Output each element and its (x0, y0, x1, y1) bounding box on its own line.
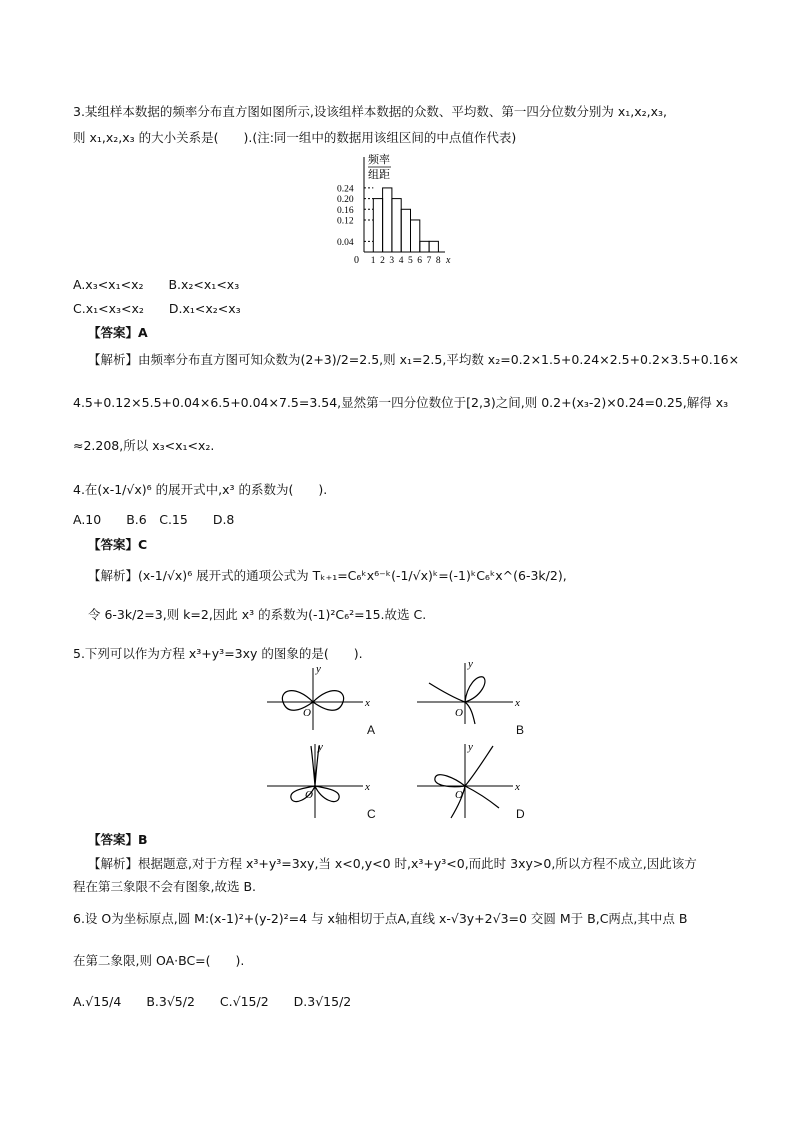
histogram-bar (420, 241, 429, 252)
graph-b (415, 655, 525, 725)
svg-text:x: x (515, 781, 520, 793)
histogram-ylabel-bottom: 组距 (368, 169, 390, 181)
histogram-origin: 0 (354, 255, 359, 266)
q3-analysis-line1: 【解析】由频率分布直方图可知众数为(2+3)/2=2.5,则 x₁=2.5,平均数 x₂=0.2×1.5+0.24×2.5+0.2×3.5+0.16× (88, 352, 740, 367)
histogram-ytick-label: 0.24 (337, 184, 354, 195)
svg-text:O: O (305, 789, 313, 801)
svg-text:x: x (365, 697, 370, 709)
svg-text:y: y (318, 741, 323, 753)
svg-text:x: x (365, 781, 370, 793)
q6-stem-line2: 在第二象限,则 OA·BC=( ). (73, 953, 245, 968)
svg-text:y: y (468, 658, 473, 670)
histogram-bar (429, 241, 438, 252)
q3-stem-line1: 3.某组样本数据的频率分布直方图如图所示,设该组样本数据的众数、平均数、第一四分位数分别为 x₁,x₂,x₃, (73, 104, 668, 119)
graph-a (265, 662, 375, 732)
svg-text:y: y (468, 741, 473, 753)
q3-answer: 【答案】A (88, 325, 148, 340)
q4-options: A.10 B.6 C.15 D.8 (73, 512, 235, 527)
q3-options-row1: A.x₃<x₁<x₂ B.x₂<x₁<x₃ (73, 277, 240, 292)
q4-answer: 【答案】C (88, 537, 148, 552)
q3-analysis-line3: ≈2.208,所以 x₃<x₁<x₂. (73, 438, 215, 453)
svg-text:O: O (455, 707, 463, 719)
histogram-xtick-label: 2 (380, 256, 385, 266)
graph-a-label: A (367, 723, 376, 737)
graph-b-label: B (516, 723, 525, 737)
histogram-xtick-label: 7 (426, 256, 432, 266)
graph-d-label: D (516, 807, 525, 821)
histogram-bar (392, 199, 401, 252)
q5-stem: 5.下列可以作为方程 x³+y³=3xy 的图象的是( ). (73, 646, 363, 661)
graph-d (415, 740, 525, 820)
histogram-bar (401, 209, 410, 252)
histogram-xtick-label: 6 (417, 256, 423, 266)
histogram-bar (373, 199, 382, 252)
histogram-xtick-label: 8 (435, 256, 441, 266)
q6-stem-line1: 6.设 O为坐标原点,圆 M:(x-1)²+(y-2)²=4 与 x轴相切于点A,直线 x-√3y+2√3=0 交圆 M于 B,C两点,其中点 B (73, 911, 688, 926)
graph-c-label: C (367, 807, 376, 821)
svg-text:y: y (316, 663, 321, 675)
q3-options-row2: C.x₁<x₃<x₂ D.x₁<x₂<x₃ (73, 301, 241, 316)
q4-analysis-line1: 【解析】(x-1/√x)⁶ 展开式的通项公式为 Tₖ₊₁=C₆ᵏx⁶⁻ᵏ(-1/√x)ᵏ=(-1)ᵏC₆ᵏx^(6-3k/2), (88, 568, 567, 583)
histogram-xlabel: x (446, 255, 451, 266)
histogram-ytick-label: 0.16 (337, 205, 354, 216)
svg-text:x: x (515, 697, 520, 709)
graph-c (265, 740, 375, 820)
histogram-ytick-label: 0.04 (337, 237, 354, 248)
histogram-xtick-label: 4 (398, 256, 404, 266)
histogram-ylabel-top: 频率 (368, 154, 390, 166)
histogram-xtick-label: 5 (408, 256, 413, 266)
histogram-ytick-label: 0.20 (337, 195, 354, 206)
q3-analysis-line2: 4.5+0.12×5.5+0.04×6.5+0.04×7.5=3.54,显然第一四分位数位于[2,3)之间,则 0.2+(x₃-2)×0.24=0.25,解得 x₃ (73, 395, 729, 410)
histogram-xtick-label: 3 (389, 256, 395, 266)
q4-stem: 4.在(x-1/√x)⁶ 的展开式中,x³ 的系数为( ). (73, 482, 328, 497)
svg-text:O: O (303, 707, 311, 719)
histogram-ytick-label: 0.12 (337, 216, 354, 227)
q5-analysis-line1: 【解析】根据题意,对于方程 x³+y³=3xy,当 x<0,y<0 时,x³+y³<0,而此时 3xy>0,所以方程不成立,因此该方 (88, 856, 697, 871)
histogram-bar (411, 220, 420, 252)
q4-analysis-line2: 令 6-3k/2=3,则 k=2,因此 x³ 的系数为(-1)²C₆²=15.故选 C. (88, 607, 427, 622)
q5-analysis-line2: 程在第三象限不会有图象,故选 B. (73, 879, 256, 894)
histogram-xtick-label: 1 (370, 256, 376, 266)
q6-options: A.√15/4 B.3√5/2 C.√15/2 D.3√15/2 (73, 994, 352, 1009)
frequency-histogram (335, 151, 455, 266)
q3-stem-line2: 则 x₁,x₂,x₃ 的大小关系是( ).(注:同一组中的数据用该组区间的中点值作代表) (73, 130, 517, 145)
histogram-bar (383, 188, 392, 252)
svg-text:O: O (455, 789, 463, 801)
q5-answer: 【答案】B (88, 832, 148, 847)
